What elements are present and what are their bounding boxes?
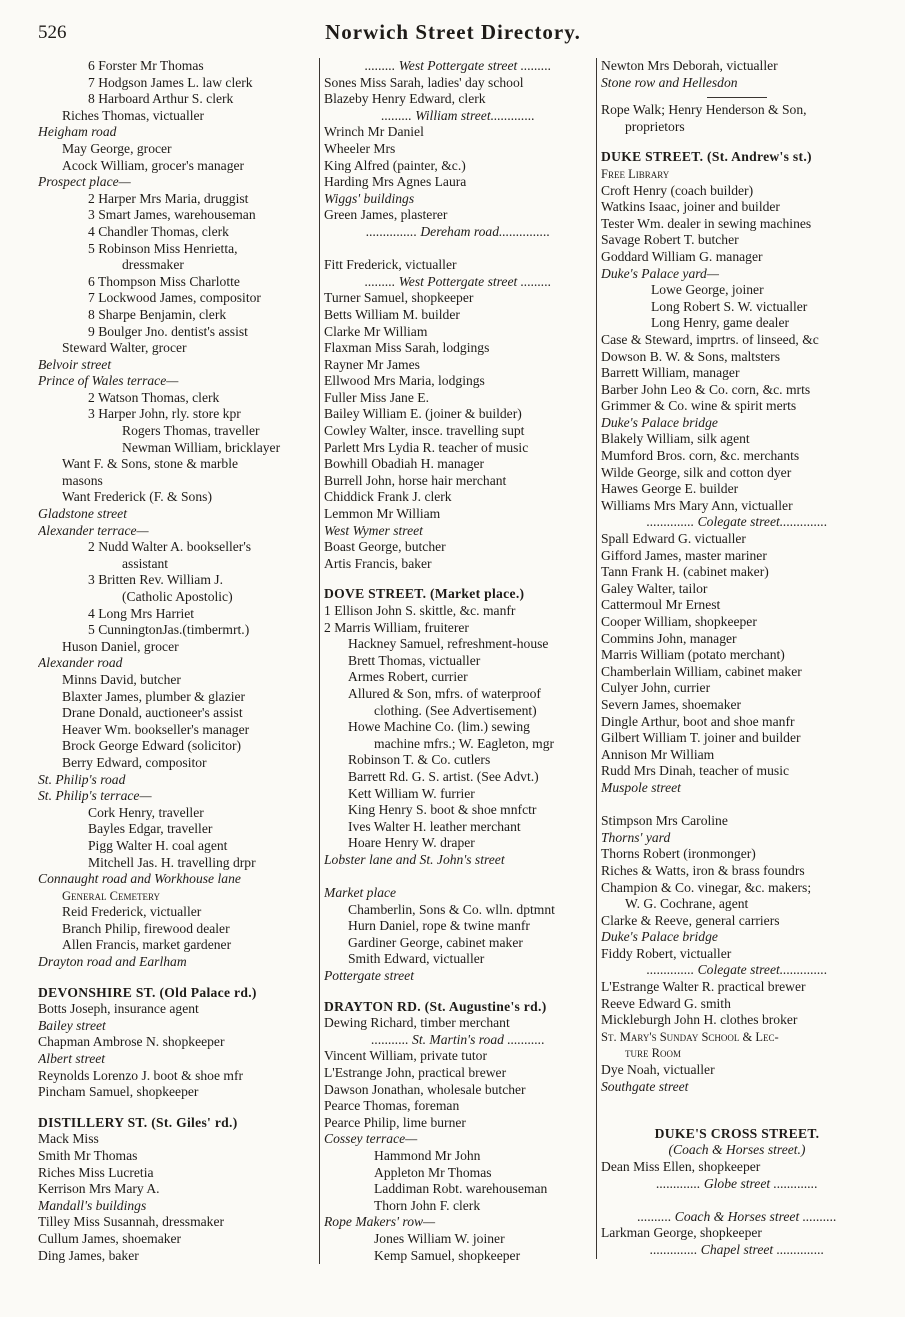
directory-entry: 3 Britten Rev. William J. [88, 572, 224, 588]
directory-entry: Chiddick Frank J. clerk [324, 489, 452, 505]
directory-entry: Howe Machine Co. (lim.) sewing [348, 719, 530, 735]
cross-street-marker: .............. Colegate street.............. [646, 962, 828, 978]
street-heading: DUKE STREET. (St. Andrew's st.) [601, 149, 812, 165]
directory-entry: Thorn John F. clerk [374, 1197, 481, 1213]
directory-entry: Gifford James, master mariner [601, 547, 767, 563]
cross-street-marker: ........... St. Martin's road ........... [371, 1031, 545, 1047]
directory-entry: Dingle Arthur, boot and shoe manfr [601, 713, 795, 729]
location-label: Bailey street [38, 1017, 106, 1033]
location-label: Cossey terrace— [324, 1131, 418, 1147]
directory-entry: Barrett Rd. G. S. artist. (See Advt.) [348, 768, 539, 784]
cross-street-marker: ......... William street............. [381, 107, 535, 123]
directory-entry: Galey Walter, tailor [601, 580, 708, 596]
directory-entry: Kemp Samuel, shopkeeper [374, 1247, 521, 1263]
directory-entry: Croft Henry (coach builder) [601, 182, 754, 198]
directory-entry: 4 Long Mrs Harriet [88, 605, 195, 621]
directory-entry: 5 CunningtonJas.(timbermrt.) [88, 622, 250, 638]
directory-entry: Champion & Co. vinegar, &c. makers; [601, 879, 812, 895]
directory-entry: Ives Walter H. leather merchant [348, 818, 521, 834]
directory-entry: King Henry S. boot & shoe mnfctr [348, 802, 537, 818]
directory-entry: 7 Hodgson James L. law clerk [88, 74, 253, 90]
directory-entry: (Catholic Apostolic) [122, 589, 233, 604]
directory-entry: W. G. Cochrane, agent [625, 896, 749, 912]
spacer [601, 1095, 873, 1112]
directory-entry: Betts William M. builder [324, 306, 460, 322]
directory-entry: Acock William, grocer's manager [62, 157, 245, 173]
spacer [324, 869, 592, 886]
directory-entry: Watkins Isaac, joiner and builder [601, 199, 780, 215]
directory-entry: Sones Miss Sarah, ladies' day school [324, 74, 524, 90]
location-label: Market place [324, 885, 397, 901]
directory-entry: Hackney Samuel, refreshment-house [348, 636, 549, 652]
directory-entry: Mumford Bros. corn, &c. merchants [601, 448, 800, 464]
directory-entry: Minns David, butcher [62, 671, 181, 687]
directory-entry: Artis Francis, baker [324, 555, 432, 571]
directory-entry: Clarke & Reeve, general carriers [601, 912, 780, 928]
location-label: Stone row and Hellesdon [601, 74, 738, 90]
directory-entry: Flaxman Miss Sarah, lodgings [324, 340, 490, 356]
directory-entry: Cattermoul Mr Ernest [601, 597, 721, 613]
directory-entry: Hawes George E. builder [601, 481, 739, 497]
directory-entry: Larkman George, shopkeeper [601, 1225, 762, 1241]
directory-entry: Cork Henry, traveller [88, 804, 204, 820]
directory-entry: Hoare Henry W. draper [348, 835, 475, 851]
directory-entry: Gilbert William T. joiner and builder [601, 730, 801, 746]
directory-entry: Mitchell Jas. H. travelling drpr [88, 854, 256, 870]
cross-street-marker: ............. Globe street ............. [656, 1175, 818, 1191]
directory-entry: 7 Lockwood James, compositor [88, 290, 261, 306]
directory-entry: Free Library [601, 166, 670, 181]
cross-street-marker: .............. Chapel street .............. [649, 1241, 825, 1257]
directory-column-2 [319, 58, 592, 1264]
directory-entry: Blaxter James, plumber & glazier [62, 688, 246, 704]
directory-entry: Riches Miss Lucretia [38, 1164, 154, 1180]
location-label: Alexander road [38, 655, 123, 671]
directory-entry: 8 Sharpe Benjamin, clerk [88, 306, 227, 322]
directory-entry: Reeve Edward G. smith [601, 995, 731, 1011]
location-label: Duke's Palace bridge [601, 414, 718, 430]
directory-entry: Vincent William, private tutor [324, 1048, 487, 1064]
directory-entry: Case & Steward, imprtrs. of linseed, &c [601, 331, 819, 347]
location-label: Thorns' yard [601, 829, 671, 845]
cross-street-marker: ......... West Pottergate street ......... [364, 58, 552, 73]
directory-entry: Fitt Frederick, victualler [324, 257, 457, 273]
directory-entry: Bowhill Obadiah H. manager [324, 456, 485, 472]
directory-entry: Chamberlin, Sons & Co. wlln. dptmnt [348, 901, 555, 917]
location-label: Wiggs' buildings [324, 190, 415, 206]
location-label: Duke's Palace yard— [601, 265, 719, 281]
directory-entry: Tester Wm. dealer in sewing machines [601, 215, 812, 231]
directory-entry: Bailey William E. (joiner & builder) [324, 406, 522, 422]
directory-entry: Dye Noah, victualler [601, 1062, 715, 1078]
directory-entry: Armes Robert, currier [348, 669, 468, 685]
cross-street-marker: .............. Colegate street.............. [646, 514, 828, 530]
location-label: Lobster lane and St. John's street [324, 851, 505, 867]
location-label: West Wymer street [324, 522, 423, 538]
cross-street-marker: .......... Coach & Horses street .......... [637, 1208, 837, 1224]
directory-entry: Dawson Jonathan, wholesale butcher [324, 1081, 526, 1097]
directory-entry: Turner Samuel, shopkeeper [324, 290, 474, 306]
directory-entry: Huson Daniel, grocer [62, 638, 179, 654]
directory-column-3 [596, 58, 873, 1259]
directory-entry: General Cemetery [62, 888, 160, 903]
street-heading: DEVONSHIRE ST. (Old Palace rd.) [38, 984, 257, 1000]
directory-entry: Jones William W. joiner [374, 1230, 505, 1246]
spacer [601, 797, 873, 814]
directory-entry: Clarke Mr William [324, 323, 428, 339]
directory-entry: proprietors [625, 118, 685, 134]
directory-entry: Want F. & Sons, stone & marble [62, 456, 239, 472]
directory-entry: ture Room [625, 1046, 681, 1061]
directory-column-1 [38, 58, 310, 1264]
cross-street-marker: ............... Dereham road............... [365, 223, 550, 239]
directory-entry: Wrinch Mr Daniel [324, 124, 424, 140]
directory-entry: masons [62, 472, 103, 488]
directory-entry: 5 Robinson Miss Henrietta, [88, 240, 238, 256]
directory-entry: Williams Mrs Mary Ann, victualler [601, 497, 793, 513]
directory-entry: 4 Chandler Thomas, clerk [88, 223, 229, 239]
location-label: Alexander terrace— [38, 522, 149, 538]
directory-entry: 2 Watson Thomas, clerk [88, 389, 220, 405]
directory-entry: Parlett Mrs Lydia R. teacher of music [324, 439, 529, 455]
directory-entry: 6 Thompson Miss Charlotte [88, 273, 240, 289]
directory-entry: clothing. (See Advertisement) [374, 702, 537, 718]
directory-entry: Annison Mr William [601, 746, 715, 762]
directory-entry: Newman William, bricklayer [122, 439, 281, 455]
directory-entry: Boast George, butcher [324, 539, 446, 555]
directory-entry: Newton Mrs Deborah, victualler [601, 58, 778, 73]
directory-entry: Long Robert S. W. victualler [651, 298, 808, 314]
directory-entry: assistant [122, 555, 169, 571]
location-label: Pottergate street [324, 968, 414, 984]
directory-entry: Savage Robert T. butcher [601, 232, 739, 248]
directory-entry: Chamberlain William, cabinet maker [601, 663, 802, 679]
directory-entry: Pearce Thomas, foreman [324, 1098, 460, 1114]
directory-entry: Pigg Walter H. coal agent [88, 837, 228, 853]
directory-entry: Barrett William, manager [601, 365, 740, 381]
directory-entry: Reid Frederick, victualler [62, 904, 202, 920]
directory-entry: Ellwood Mrs Maria, lodgings [324, 373, 485, 389]
cross-street-marker: ......... West Pottergate street ......... [364, 273, 552, 289]
directory-entry: Allen Francis, market gardener [62, 937, 232, 953]
page-title: Norwich Street Directory. [325, 20, 581, 44]
directory-entry: L'Estrange John, practical brewer [324, 1065, 507, 1081]
directory-entry: Laddiman Robt. warehouseman [374, 1181, 548, 1197]
directory-entry: Fiddy Robert, victualler [601, 945, 732, 961]
cross-street-marker: (Coach & Horses street.) [668, 1142, 806, 1158]
directory-entry: Grimmer & Co. wine & spirit merts [601, 398, 797, 414]
directory-entry: Gardiner George, cabinet maker [348, 934, 523, 950]
directory-entry: Cowley Walter, insce. travelling supt [324, 423, 525, 439]
location-label: Belvoir street [38, 356, 112, 372]
directory-entry: Hammond Mr John [374, 1148, 481, 1163]
directory-entry: Rudd Mrs Dinah, teacher of music [601, 763, 790, 779]
directory-entry: Riches & Watts, iron & brass foundrs [601, 862, 805, 878]
directory-entry: Botts Joseph, insurance agent [38, 1001, 199, 1017]
directory-entry: Hurn Daniel, rope & twine manfr [348, 918, 530, 934]
directory-entry: 6 Forster Mr Thomas [88, 58, 204, 73]
directory-entry: Long Henry, game dealer [651, 315, 790, 331]
directory-entry: Dewing Richard, timber merchant [324, 1015, 510, 1031]
directory-entry: 9 Boulger Jno. dentist's assist [88, 323, 248, 339]
directory-entry: 2 Harper Mrs Maria, druggist [88, 190, 249, 206]
location-label: St. Philip's road [38, 771, 126, 787]
location-label: Rope Makers' row— [324, 1214, 436, 1230]
street-heading: DRAYTON RD. (St. Augustine's rd.) [324, 998, 547, 1014]
directory-entry: Rope Walk; Henry Henderson & Son, [601, 102, 807, 118]
directory-entry: Lowe George, joiner [651, 282, 764, 298]
directory-entry: Appleton Mr Thomas [374, 1164, 492, 1180]
directory-entry: machine mfrs.; W. Eagleton, mgr [374, 735, 555, 751]
spacer [601, 1192, 873, 1209]
directory-entry: Bayles Edgar, traveller [88, 821, 213, 837]
directory-entry: May George, grocer [62, 140, 172, 156]
directory-entry: Commins John, manager [601, 630, 737, 646]
spacer [324, 241, 592, 258]
directory-entry: Drane Donald, auctioneer's assist [62, 705, 243, 721]
location-label: Connaught road and Workhouse lane [38, 871, 241, 887]
street-heading: DOVE STREET. (Market place.) [324, 586, 525, 602]
street-heading: DUKE'S CROSS STREET. [654, 1125, 820, 1141]
directory-entry: Ding James, baker [38, 1247, 139, 1263]
directory-entry: 2 Marris William, fruiterer [324, 619, 469, 635]
directory-entry: Pearce Philip, lime burner [324, 1114, 466, 1130]
directory-entry: Robinson T. & Co. cutlers [348, 752, 491, 768]
directory-entry: Goddard William G. manager [601, 248, 763, 264]
directory-entry: 3 Harper John, rly. store kpr [88, 406, 241, 422]
directory-entry: Rogers Thomas, traveller [122, 423, 260, 439]
location-label: Heigham road [38, 124, 117, 140]
directory-entry: 8 Harboard Arthur S. clerk [88, 91, 234, 107]
directory-entry: Marris William (potato merchant) [601, 647, 785, 663]
directory-entry: Thorns Robert (ironmonger) [601, 846, 756, 862]
directory-entry: Tann Frank H. (cabinet maker) [601, 564, 769, 580]
directory-entry: Kerrison Mrs Mary A. [38, 1181, 160, 1197]
directory-entry: dressmaker [122, 257, 184, 273]
street-heading: DISTILLERY ST. (St. Giles' rd.) [38, 1114, 238, 1130]
directory-entry: Branch Philip, firewood dealer [62, 920, 230, 936]
directory-entry: Stimpson Mrs Caroline [601, 813, 728, 829]
directory-entry: Barber John Leo & Co. corn, &c. mrts [601, 381, 811, 397]
directory-entry: Want Frederick (F. & Sons) [62, 489, 212, 505]
directory-entry: Brock George Edward (solicitor) [62, 738, 242, 754]
directory-entry: Wheeler Mrs [324, 140, 396, 156]
directory-entry: Lemmon Mr William [324, 506, 441, 522]
directory-entry: Smith Edward, victualler [348, 951, 485, 967]
directory-entry: King Alfred (painter, &c.) [324, 157, 466, 173]
location-label: Drayton road and Earlham [38, 954, 187, 970]
directory-entry: Pincham Samuel, shopkeeper [38, 1084, 199, 1100]
directory-entry: Reynolds Lorenzo J. boot & shoe mfr [38, 1067, 244, 1083]
directory-entry: Harding Mrs Agnes Laura [324, 174, 467, 190]
directory-entry: Spall Edward G. victualler [601, 531, 746, 547]
directory-entry: Burrell John, horse hair merchant [324, 472, 507, 488]
location-label: Duke's Palace bridge [601, 929, 718, 945]
directory-entry: 1 Ellison John S. skittle, &c. manfr [324, 603, 516, 618]
location-label: Prospect place— [38, 174, 131, 190]
directory-entry: L'Estrange Walter R. practical brewer [601, 979, 806, 995]
directory-entry: Riches Thomas, victualler [62, 107, 205, 123]
directory-entry: Heaver Wm. bookseller's manager [62, 721, 250, 737]
divider-rule [707, 97, 767, 98]
directory-entry: Dean Miss Ellen, shopkeeper [601, 1159, 761, 1174]
page-header [38, 18, 868, 52]
directory-entry: Culyer John, currier [601, 680, 711, 696]
directory-entry: Rayner Mr James [324, 356, 420, 372]
location-label: Southgate street [601, 1078, 689, 1094]
directory-entry: 2 Nudd Walter A. bookseller's [88, 539, 252, 555]
directory-entry: Steward Walter, grocer [62, 340, 187, 356]
page-number: 526 [38, 22, 67, 43]
directory-entry: Severn James, shoemaker [601, 696, 742, 712]
location-label: Albert street [38, 1051, 106, 1067]
directory-entry: Brett Thomas, victualler [348, 652, 481, 668]
directory-entry: 3 Smart James, warehouseman [88, 207, 256, 223]
directory-entry: Berry Edward, compositor [62, 754, 207, 770]
directory-entry: Tilley Miss Susannah, dressmaker [38, 1214, 225, 1230]
directory-entry: Kett William W. furrier [348, 785, 475, 801]
directory-entry: Mack Miss [38, 1131, 99, 1147]
directory-entry: Mickleburgh John H. clothes broker [601, 1012, 798, 1028]
directory-entry: Wilde George, silk and cotton dyer [601, 464, 792, 480]
directory-entry: Fuller Miss Jane E. [324, 389, 429, 405]
directory-entry: Cullum James, shoemaker [38, 1230, 182, 1246]
directory-entry: Allured & Son, mfrs. of waterproof [348, 685, 541, 701]
directory-entry: Chapman Ambrose N. shopkeeper [38, 1034, 225, 1050]
directory-entry: St. Mary's Sunday School & Lec- [601, 1029, 779, 1044]
location-label: Prince of Wales terrace— [38, 373, 179, 389]
location-label: St. Philip's terrace— [38, 788, 152, 804]
directory-entry: Dowson B. W. & Sons, maltsters [601, 348, 781, 364]
directory-entry: Blakely William, silk agent [601, 431, 750, 447]
directory-entry: Blazeby Henry Edward, clerk [324, 91, 486, 107]
location-label: Mandall's buildings [38, 1197, 147, 1213]
location-label: Muspole street [601, 779, 681, 795]
directory-entry: Smith Mr Thomas [38, 1148, 138, 1163]
directory-entry: Green James, plasterer [324, 207, 448, 223]
location-label: Gladstone street [38, 506, 127, 522]
directory-entry: Cooper William, shopkeeper [601, 614, 757, 629]
